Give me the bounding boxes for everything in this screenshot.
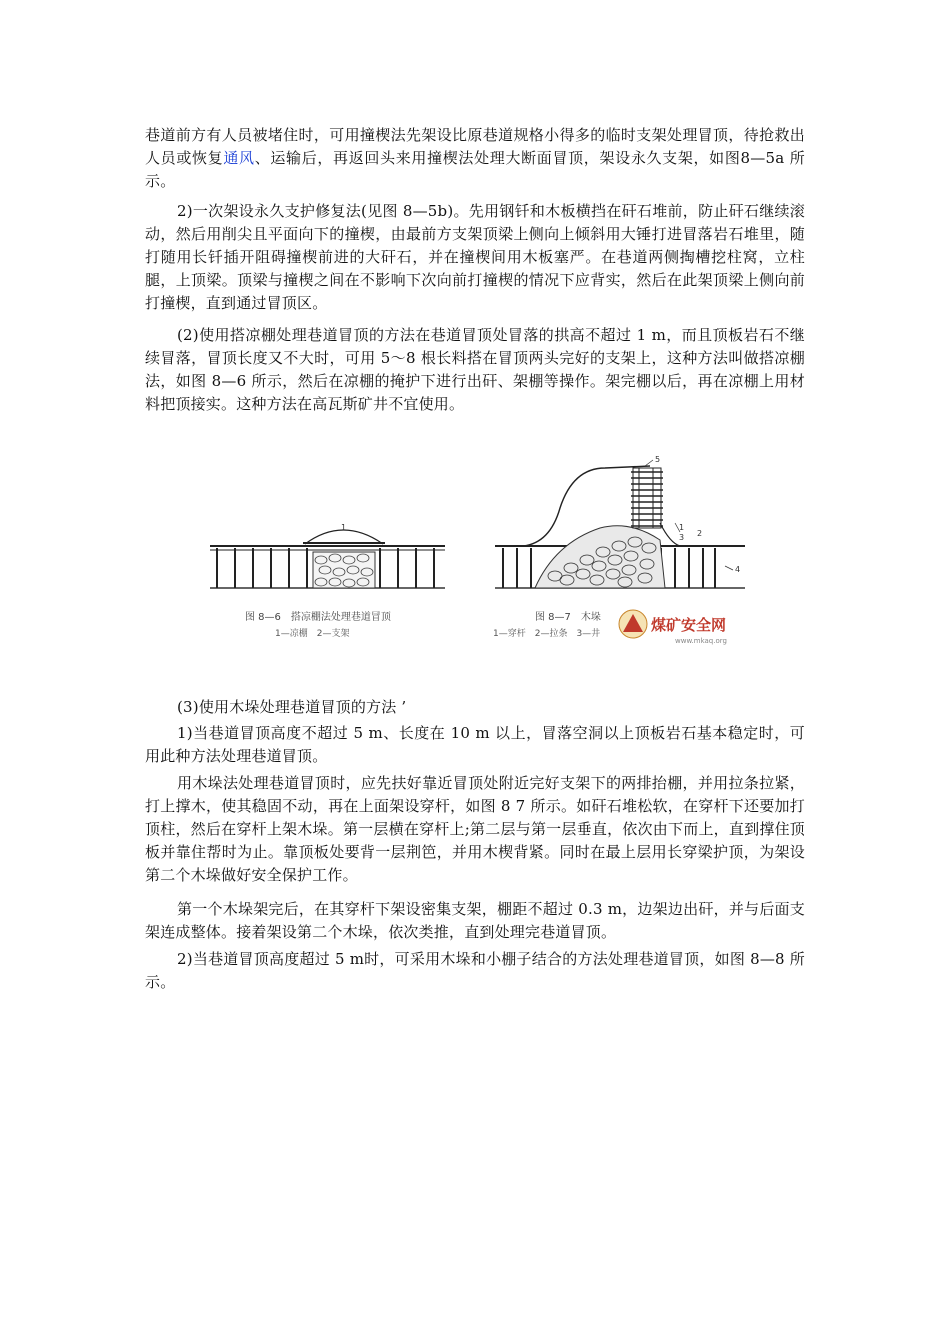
fig7-legend: 1—穿杆 2—拉条 3—井	[493, 629, 601, 639]
watermark-text: 煤矿安全网	[651, 616, 727, 634]
fig7-caption: 图 8—7 木垛	[535, 612, 601, 623]
paragraph-3: (2)使用搭凉棚处理巷道冒顶的方法在巷道冒顶处冒落的拱高不超过 1 m，而且顶板岩石不继续冒落，冒顶长度又不大时，可用 5～8 根长料搭在冒顶两头完好的支架上，这种方法叫做搭凉棚法，如图 8—6 所示，然后在凉棚的掩护下进行出矸、架棚等操作。架完棚以后，再在凉棚上用材料把顶接实。这种方法在高瓦斯矿井不宜使用。	[145, 326, 805, 413]
fig6-legend: 1—凉棚 2—支架	[275, 629, 350, 639]
fig7-label-1: 1	[679, 523, 685, 532]
paragraph-6: 用木垛法处理巷道冒顶时，应先扶好靠近冒顶处附近完好支架下的两排抬棚，并用拉条拉紧，打上撑木，使其稳固不动，再在上面架设穿杆，如图 8 7 所示。如矸石堆松软，在穿杆下还要加打顶柱，然后在穿杆上架木垛。第一层横在穿杆上;第二层与第一层垂直，依次由下而上，直到撑住顶板并靠住帮时为止。靠顶板处要背一层荆笆，并用木楔背紧。同时在最上层用长穿梁护顶，为架设第二个木垛做好安全保护工作。	[145, 774, 805, 884]
fig7-label-3: 3	[679, 533, 685, 542]
figures-area	[205, 448, 750, 648]
figures-svg	[205, 448, 750, 648]
p1-text-a: 巷道前方有人员被堵住时，可用撞楔法先架设比原巷道规格小得多的临时支架处理冒顶，待抢救出人员或恢复	[145, 126, 805, 167]
figure-8-6	[210, 523, 445, 639]
fig6-label-1: 1	[341, 523, 347, 532]
ventilation-link[interactable]: 通风	[223, 149, 255, 167]
fig7-label-2: 2	[697, 529, 703, 538]
watermark-url: www.mkaq.org	[675, 637, 727, 645]
paragraph-1	[145, 124, 805, 193]
paragraph-5: 1)当巷道冒顶高度不超过 5 m、长度在 10 m 以上，冒落空洞以上顶板岩石基本稳定时，可用此种方法处理巷道冒顶。	[145, 724, 805, 765]
cave-arch	[305, 530, 383, 544]
p1-text-b: 、运输后，再返回头来用撞楔法处理大断面冒顶，架设永久支架，如图8—5a 所示。	[145, 149, 805, 190]
watermark	[619, 610, 727, 645]
fig7-label-5: 5	[655, 455, 661, 464]
fig6-caption: 图 8—6 搭凉棚法处理巷道冒顶	[245, 612, 391, 623]
paragraph-8: 2)当巷道冒顶高度超过 5 m时，可采用木垛和小棚子结合的方法处理巷道冒顶，如图 8—8 所示。	[145, 950, 805, 991]
fig7-label-4: 4	[735, 565, 741, 574]
paragraph-4: (3)使用木垛处理巷道冒顶的方法 ’	[177, 698, 407, 716]
figure-8-7	[493, 455, 745, 639]
paragraph-7: 第一个木垛架完后，在其穿杆下架设密集支架，棚距不超过 0.3 m，边架边出矸，并与后面支架连成整体。接着架设第二个木垛，依次类推，直到处理完巷道冒顶。	[145, 900, 805, 941]
paragraph-2: 2)一次架设永久支护修复法(见图 8—5b)。先用钢钎和木板横挡在矸石堆前，防止矸石继续滚动，然后用削尖且平面向下的撞楔，由最前方支架顶梁上侧向上倾斜用大锤打进冒落岩石堆里，随打随用长钎插开阻碍撞楔前进的大矸石，并在撞楔间用木板塞严。在巷道两侧掏槽挖柱窝，立柱腿，上顶梁。顶梁与撞楔之间在不影响下次向前打撞楔的情况下应背实，然后在此架顶梁上侧向前打撞楔，直到通过冒顶区。	[145, 202, 805, 312]
timber-crib	[631, 468, 663, 528]
